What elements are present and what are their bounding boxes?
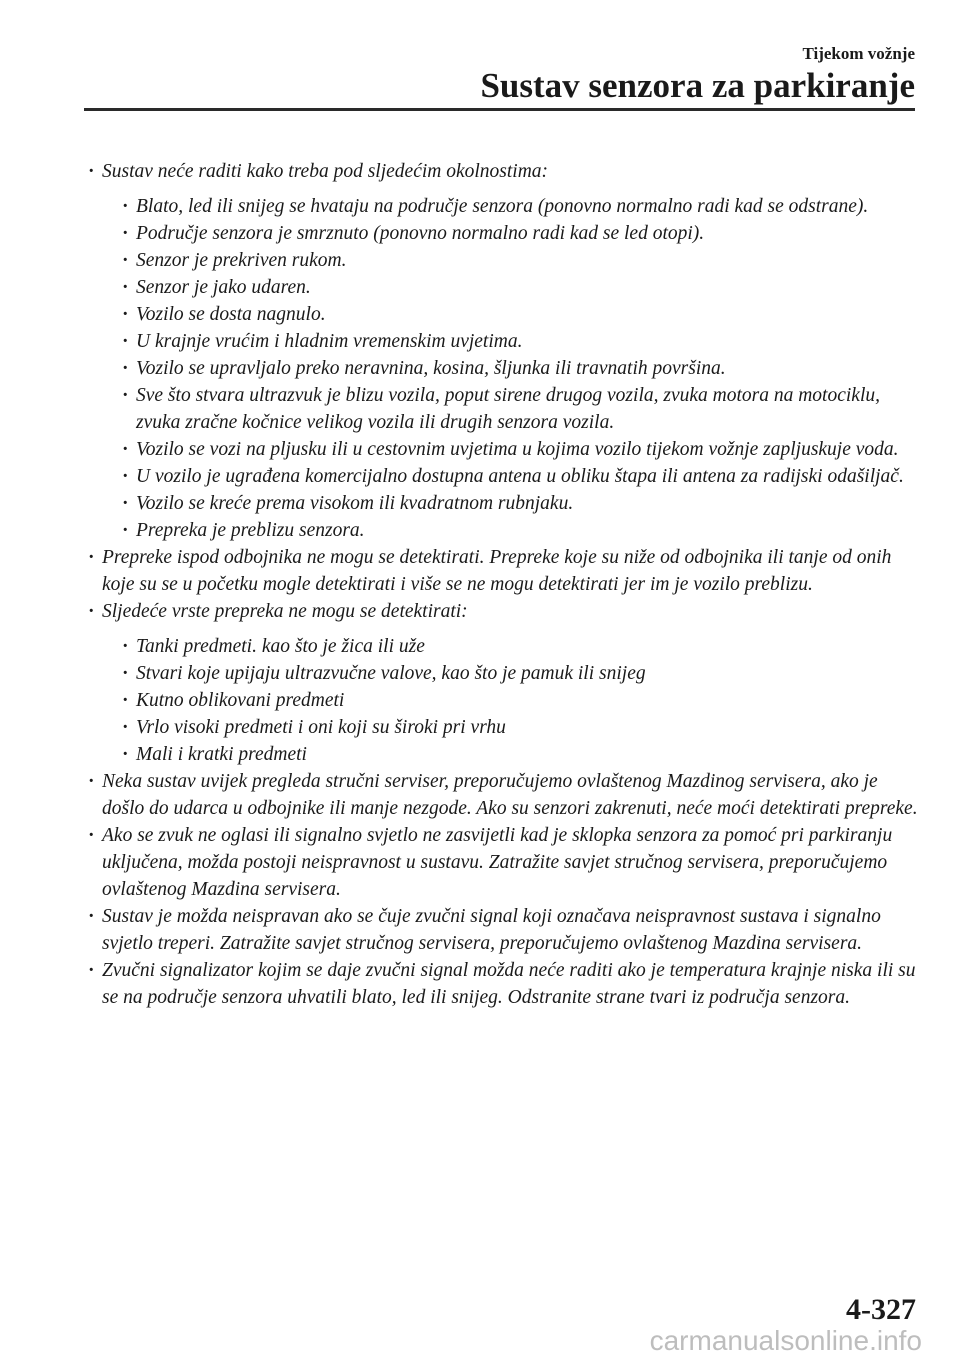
bullet-item (88, 598, 918, 768)
bullet-item (88, 158, 918, 544)
sub-bullet-list (102, 633, 918, 768)
sub-bullet-item: · Vozilo se dosta nagnulo. (102, 301, 918, 328)
sub-bullet-item: · Stvari koje upijaju ultrazvučne valove, kao što je pamuk ili snijeg (102, 660, 918, 687)
bullet-text: Ako se zvuk ne oglasi ili signalno svjetlo ne zasvijetli kad je sklopka senzora za pomoć pri parkiranju uključena, možda postoji neispravnost u sustavu. Zatražite savjet stručnog servisera, preporučujemo ovlaštenog Mazdina servisera. (102, 825, 893, 900)
bullet-text: Zvučni signalizator kojim se daje zvučni signal možda neće raditi ako je temperatura krajnje niska ili su se na područje senzora uhvatili blato, led ili snijeg. Odstranite strane tvari iz područja senzora. (102, 960, 916, 1008)
sub-bullet-item: · Sve što stvara ultrazvuk je blizu vozila, poput sirene drugog vozila, zvuka motora na motociklu, zvuka zračne kočnice velikog vozila ili drugih senzora vozila. (102, 382, 918, 436)
sub-bullet-item: · Senzor je prekriven rukom. (102, 247, 918, 274)
sub-bullet-item: · Vozilo se kreće prema visokom ili kvadratnom rubnjaku. (102, 490, 918, 517)
bullet-item (88, 544, 918, 598)
bullet-item (88, 822, 918, 903)
bullet-text: Sljedeće vrste prepreka ne mogu se detektirati: (102, 601, 468, 622)
sub-bullet-item: · Blato, led ili snijeg se hvataju na područje senzora (ponovno normalno radi kad se odstrane). (102, 193, 918, 220)
chapter-title: Sustav senzora za parkiranje (480, 66, 915, 105)
header-divider (84, 108, 915, 111)
bullet-text: Neka sustav uvijek pregleda stručni serviser, preporučujemo ovlaštenog Mazdinog servisera, ako je došlo do udarca u odbojnike ili manje nezgode. Ako su senzori zakrenuti, neće moći detektirati prepreke. (102, 771, 918, 819)
sub-bullet-item: · Područje senzora je smrznuto (ponovno normalno radi kad se led otopi). (102, 220, 918, 247)
bullet-item (88, 903, 918, 957)
sub-bullet-item: · Vrlo visoki predmeti i oni koji su široki pri vrhu (102, 714, 918, 741)
sub-bullet-item: · U krajnje vrućim i hladnim vremenskim uvjetima. (102, 328, 918, 355)
bullet-item (88, 768, 918, 822)
sub-bullet-item: · Vozilo se vozi na pljusku ili u cestovnim uvjetima u kojima vozilo tijekom vožnje zapljuskuje voda. (102, 436, 918, 463)
sub-bullet-item: · Mali i kratki predmeti (102, 741, 918, 768)
section-label: Tijekom vožnje (802, 44, 915, 63)
sub-bullet-item: · Senzor je jako udaren. (102, 274, 918, 301)
bullet-list (88, 158, 918, 1011)
bullet-text: Prepreke ispod odbojnika ne mogu se detektirati. Prepreke koje su niže od odbojnika ili tanje od onih koje su se u početku mogle detektirati i više se ne mogu detektirati jer im je vozilo preblizu. (102, 547, 892, 595)
bullet-text: Sustav je možda neispravan ako se čuje zvučni signal koji označava neispravnost sustava i signalno svjetlo treperi. Zatražite savjet stručnog servisera, preporučujemo ovlaštenog Mazdina servisera. (102, 906, 881, 954)
sub-bullet-item: · Prepreka je preblizu senzora. (102, 517, 918, 544)
sub-bullet-item: · U vozilo je ugrađena komercijalno dostupna antena u obliku štapa ili antena za radijski odašiljač. (102, 463, 918, 490)
manual-content (88, 158, 918, 1011)
watermark-logo: carmanualsonline.info (649, 1325, 922, 1356)
page-header (480, 44, 915, 106)
sub-bullet-item: · Tanki predmeti. kao što je žica ili uže (102, 633, 918, 660)
bullet-text: Sustav neće raditi kako treba pod sljedećim okolnostima: (102, 161, 549, 182)
sub-bullet-list (102, 193, 918, 544)
sub-bullet-item: · Kutno oblikovani predmeti (102, 687, 918, 714)
page-number: 4-327 (846, 1293, 916, 1326)
sub-bullet-item: · Vozilo se upravljalo preko neravnina, kosina, šljunka ili travnatih površina. (102, 355, 918, 382)
bullet-item (88, 957, 918, 1011)
